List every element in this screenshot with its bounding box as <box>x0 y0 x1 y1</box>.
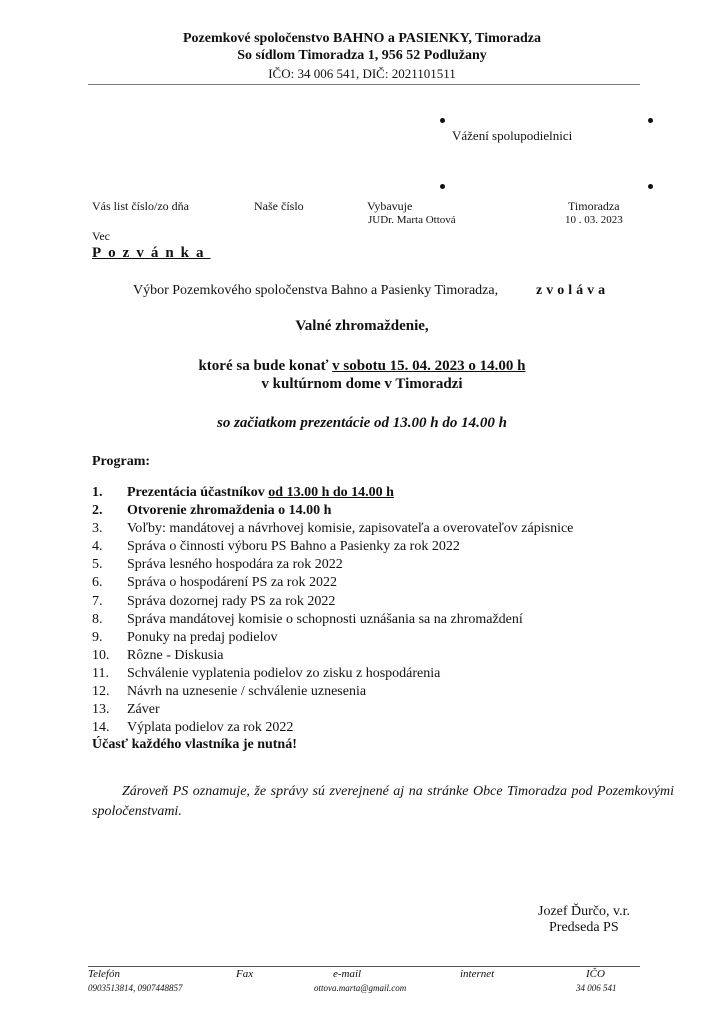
item-number: 4. <box>92 539 103 555</box>
item-text: Správa dozornej rady PS za rok 2022 <box>127 593 336 609</box>
program-item <box>92 502 573 520</box>
org-ids: IČO: 34 006 541, DIČ: 2021101511 <box>268 66 456 81</box>
item-text: Správa o hospodárení PS za rok 2022 <box>127 575 337 591</box>
place-label: Timoradza <box>568 199 620 213</box>
your-letter-label: Vás list číslo/zo dňa <box>92 199 189 213</box>
org-address: So sídlom Timoradza 1, 956 52 Podlužany <box>237 48 487 63</box>
footer-phone-value: 0903513814, 0907448857 <box>88 983 183 993</box>
program-item <box>92 611 573 629</box>
footer-phone-label: Telefón <box>88 968 120 980</box>
item-text: Správa o činnosti výboru PS Bahno a Pasienky za rok 2022 <box>127 539 460 555</box>
program-item <box>92 520 573 538</box>
footer-email-value: ottova.marta@gmail.com <box>314 983 407 993</box>
attendance-mandatory: Účasť každého vlastníka je nutná! <box>92 737 297 752</box>
item-text: Voľby: mandátovej a návrhovej komisie, zapisovateľa a overovateľov zápisnice <box>127 521 574 537</box>
item-number: 3. <box>92 521 103 537</box>
header-divider <box>88 84 640 85</box>
item-number: 14. <box>92 720 110 736</box>
letter-date: 10 . 03. 2023 <box>565 214 623 226</box>
program-item <box>92 556 573 574</box>
meeting-when <box>0 358 724 375</box>
item-text: Ponuky na predaj podielov <box>127 629 278 645</box>
signatory-name: Jozef Ďurčo, v.r. <box>538 904 631 919</box>
item-number: 6. <box>92 575 103 591</box>
program-item <box>92 701 573 719</box>
fold-mark-dot <box>440 184 445 189</box>
item-number: 2. <box>92 503 103 519</box>
program-item <box>92 484 573 502</box>
registration-time: so začiatkom prezentácie od 13.00 h do 14.00 h <box>216 415 507 431</box>
item-number: 11. <box>92 665 109 681</box>
our-number-label: Naše číslo <box>254 199 304 213</box>
item-number: 13. <box>92 702 110 718</box>
program-item <box>92 538 573 556</box>
item-text: Správa lesného hospodára za rok 2022 <box>127 557 343 573</box>
intro-verb: zvoláva <box>536 283 610 298</box>
footer-fax-label: Fax <box>236 968 254 980</box>
fold-mark-dot <box>648 118 653 123</box>
subject-label: Vec <box>92 229 110 243</box>
program-title: Program: <box>92 454 151 469</box>
item-text: Rôzne - Diskusia <box>127 647 224 663</box>
item-number: 5. <box>92 557 103 573</box>
item-text: Schválenie vyplatenia podielov zo zisku z hospodárenia <box>127 665 441 681</box>
signatory-role: Predseda PS <box>549 920 619 935</box>
program-item <box>92 593 573 611</box>
program-item <box>92 683 573 701</box>
item-text: Správa mandátovej komisie o schopnosti uznášania sa na zhromaždení <box>127 611 523 627</box>
meeting-date: v sobotu 15. 04. 2023 o 14.00 h <box>332 358 526 374</box>
program-item <box>92 574 573 592</box>
item-number: 9. <box>92 629 103 645</box>
item-text: Otvorenie zhromaždenia o 14.00 h <box>127 503 332 519</box>
letter-title: Pozvánka <box>92 245 211 261</box>
meeting-where: v kultúrnom dome v Timoradzi <box>261 376 463 392</box>
item-number: 8. <box>92 611 103 627</box>
item-number: 1. <box>92 485 103 500</box>
footer-divider <box>88 966 640 967</box>
handled-by-value: JUDr. Marta Ottová <box>368 214 456 226</box>
item-time: od 13.00 h do 14.00 h <box>268 485 394 500</box>
item-text: Výplata podielov za rok 2022 <box>127 720 294 736</box>
addressee: Vážení spolupodielnici <box>452 128 573 143</box>
item-text: Prezentácia účastníkov <box>127 485 269 500</box>
assembly-heading: Valné zhromaždenie, <box>295 318 429 334</box>
item-number: 7. <box>92 593 103 609</box>
footer-ico-label: IČO <box>586 968 605 980</box>
program-item <box>92 647 573 665</box>
org-name: Pozemkové spoločenstvo BAHNO a PASIENKY, Timoradza <box>182 31 542 46</box>
intro-text: Výbor Pozemkového spoločenstva Bahno a Pasienky Timoradza, <box>133 283 499 298</box>
program-list <box>92 484 573 737</box>
meeting-when-prefix: ktoré sa bude konať <box>198 358 333 374</box>
publication-notice: Zároveň PS oznamuje, že správy sú zverejnené aj na stránke Obce Timoradza pod Pozemkovými spoločenstvami. <box>92 784 674 819</box>
handled-by-label: Vybavuje <box>367 199 413 213</box>
footer-email-label: e-mail <box>333 968 362 980</box>
footer-ico-value: 34 006 541 <box>576 983 617 993</box>
program-item <box>92 629 573 647</box>
footer-internet-label: internet <box>460 968 495 980</box>
item-number: 12. <box>92 684 110 700</box>
item-text: Návrh na uznesenie / schválenie uznesenia <box>127 684 367 700</box>
fold-mark-dot <box>648 184 653 189</box>
program-item <box>92 665 573 683</box>
item-number: 10. <box>92 647 110 663</box>
fold-mark-dot <box>440 118 445 123</box>
item-text: Záver <box>127 702 160 718</box>
program-item <box>92 719 573 737</box>
